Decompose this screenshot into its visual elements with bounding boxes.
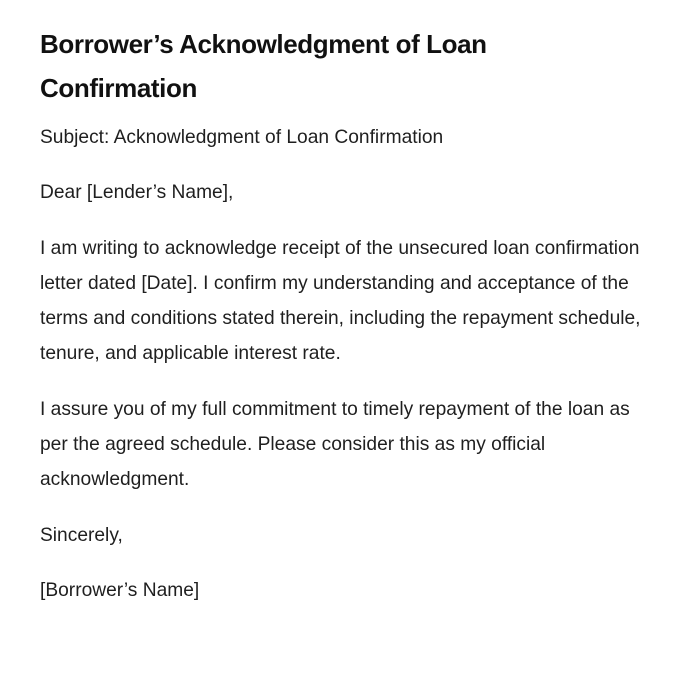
- body-paragraph-1: I am writing to acknowledge receipt of the unsecured loan confirmation letter dated [Date]. I confirm my understanding and acceptance of the terms and conditions stated therein, including the repayment schedule, tenure, and applicable interest rate.: [40, 237, 641, 365]
- subject-line: Subject: Acknowledgment of Loan Confirmation: [40, 127, 444, 148]
- signature-name: [Borrower’s Name]: [40, 579, 200, 601]
- body-paragraph-2: I assure you of my full commitment to timely repayment of the loan as per the agreed schedule. Please consider this as my official acknowledgment.: [40, 398, 630, 491]
- closing: Sincerely,: [40, 524, 123, 546]
- document-title: Borrower’s Acknowledgment of Loan Confirmation: [40, 29, 487, 103]
- salutation: Dear [Lender’s Name],: [40, 182, 234, 204]
- letter-document: [40, 22, 650, 628]
